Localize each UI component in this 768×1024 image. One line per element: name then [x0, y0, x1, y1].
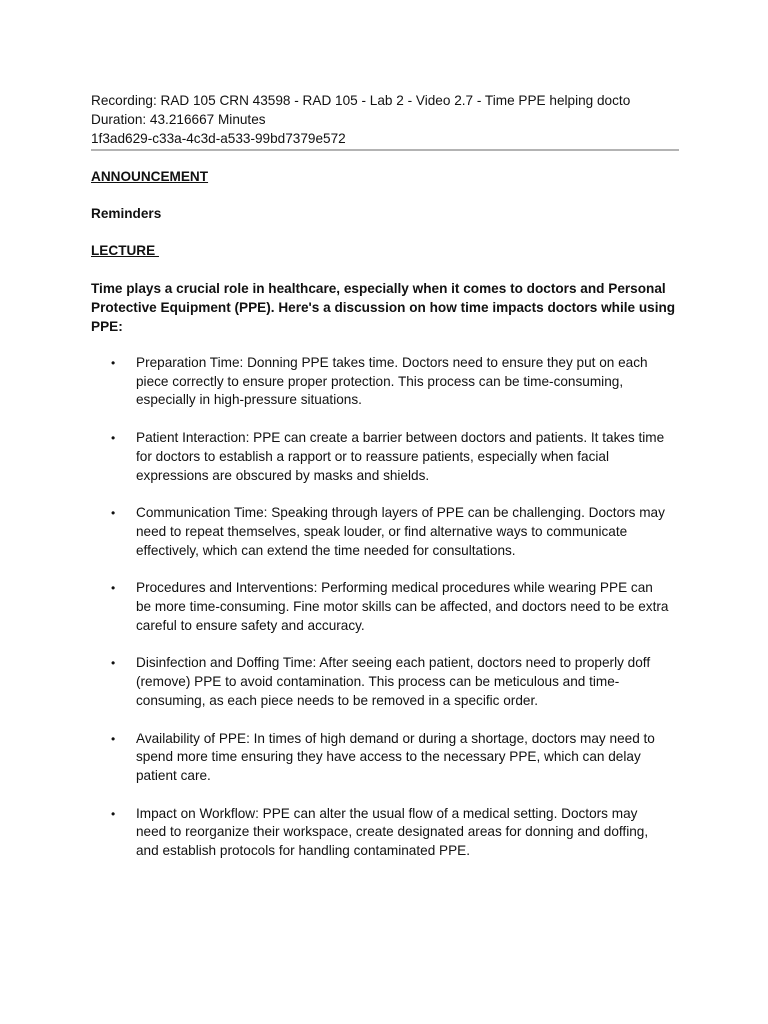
bullet-text-line: Disinfection and Doffing Time: After seeing each patient, doctors need to properly doff — [136, 655, 651, 671]
bullet-item — [91, 429, 679, 485]
bullet-text-line: be more time-consuming. Fine motor skills can be affected, and doctors need to be extra — [136, 599, 669, 615]
bullet-text-line: Procedures and Interventions: Performing medical procedures while wearing PPE can — [136, 580, 653, 596]
bullet-text-line: Availability of PPE: In times of high demand or during a shortage, doctors may need to — [136, 730, 655, 746]
bullet-text-line: consuming, as each piece needs to be removed in a specific order. — [136, 692, 539, 708]
bullet-text-line: effectively, which can extend the time needed for consultations. — [136, 542, 516, 558]
bullet-list — [91, 354, 679, 861]
bullet-dot-icon: • — [111, 356, 116, 370]
bullet-dot-icon: • — [111, 731, 116, 746]
announcement-heading — [91, 167, 679, 186]
bullet-item — [91, 730, 679, 786]
reminders-heading: Reminders — [91, 206, 162, 221]
bullet-text-line: need to repeat themselves, speak louder, or find alternative ways to communicate — [136, 523, 628, 539]
bullet-text-line: careful to ensure safety and accuracy. — [136, 617, 365, 633]
bullet-text-line: Preparation Time: Donning PPE takes time. Doctors need to ensure they put on each — [136, 355, 648, 370]
bullet-item — [91, 504, 679, 560]
recording-id: 1f3ad629-c33a-4c3d-a533-99bd7379e572 — [91, 131, 346, 146]
bullet-dot-icon: • — [111, 656, 116, 671]
lecture-heading-text: LECTURE — [91, 243, 159, 258]
bullet-text-line: for doctors to establish a rapport or to reassure patients, especially when facial — [136, 448, 610, 464]
announcement-heading-text: ANNOUNCEMENT — [91, 169, 209, 184]
bullet-text-line: Patient Interaction: PPE can create a barrier between doctors and patients. It takes time — [136, 430, 665, 446]
bullet-item — [91, 654, 679, 710]
bullet-text-line: and establish protocols for handling contaminated PPE. — [136, 843, 471, 859]
bullet-text-line: Communication Time: Speaking through layers of PPE can be challenging. Doctors may — [136, 505, 665, 521]
bullet-text-line: spend more time ensuring they have access to the necessary PPE, which can delay — [136, 749, 641, 765]
bullet-text-line: expressions are obscured by masks and shields. — [136, 467, 430, 483]
bullet-item — [91, 579, 679, 635]
bullet-text-line: Impact on Workflow: PPE can alter the usual flow of a medical setting. Doctors may — [136, 805, 638, 821]
intro-paragraph: Time plays a crucial role in healthcare, especially when it comes to doctors and Personal Protective Equipment (PPE). Here's a discussion on how time impacts doctors while using PPE: — [91, 281, 676, 334]
recording-duration: Duration: 43.216667 Minutes — [91, 112, 266, 127]
bullet-text-line: (remove) PPE to avoid contamination. This process can be meticulous and time- — [136, 674, 620, 690]
bullet-dot-icon: • — [111, 806, 116, 821]
bullet-dot-icon: • — [111, 581, 116, 596]
bullet-text-line: need to reorganize their workspace, create designated areas for donning and doffing, — [136, 824, 649, 840]
bullet-text-line: especially in high-pressure situations. — [136, 392, 362, 408]
document-page — [91, 91, 679, 880]
bullet-dot-icon: • — [111, 431, 116, 446]
lecture-heading — [91, 241, 679, 260]
bullet-dot-icon: • — [111, 506, 116, 521]
bullet-text-line: patient care. — [136, 767, 211, 783]
recording-title: Recording: RAD 105 CRN 43598 - RAD 105 - Lab 2 - Video 2.7 - Time PPE helping docto — [91, 93, 631, 108]
bullet-item — [91, 354, 679, 410]
bullet-text-line: piece correctly to ensure proper protection. This process can be time-consuming, — [136, 373, 624, 389]
header-divider — [91, 149, 679, 151]
bullet-item — [91, 805, 679, 861]
